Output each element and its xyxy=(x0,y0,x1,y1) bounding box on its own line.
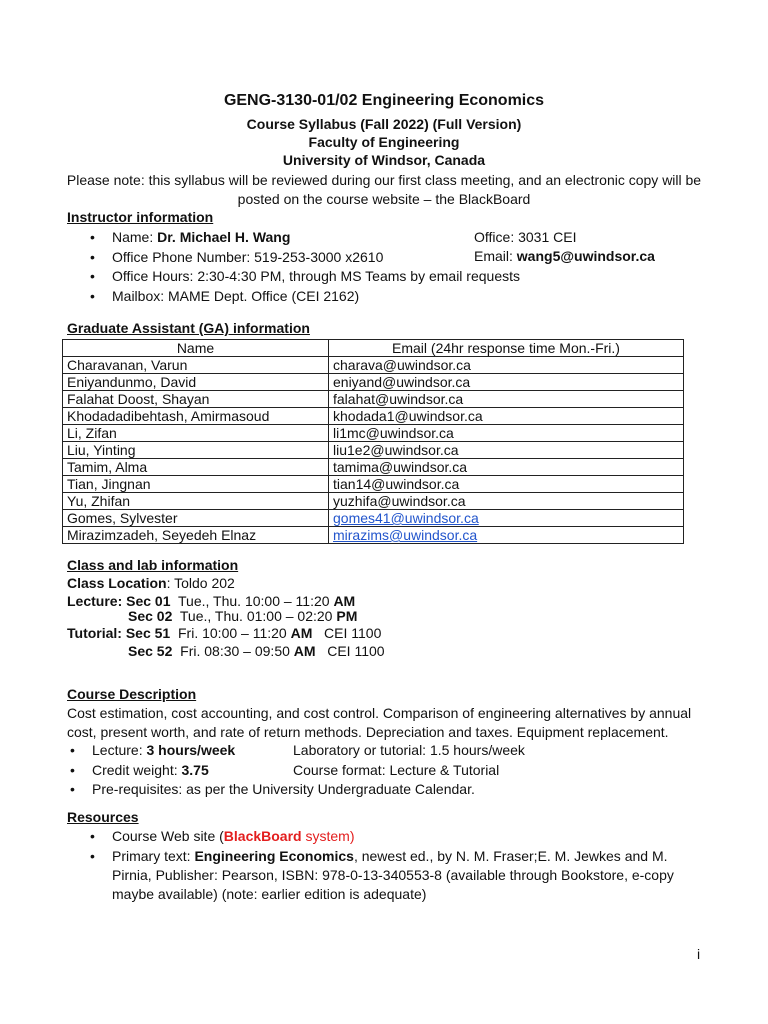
lecture-hours-item: • Lecture: 3 hours/week xyxy=(70,741,475,761)
instructor-hours-item: • Office Hours: 2:30-4:30 PM, through MS Teams by email requests xyxy=(90,267,520,287)
syllabus-note: Please note: this syllabus will be reviewed during our first class meeting, and an electronic copy will be posted on the course website – the BlackBoard xyxy=(66,172,702,207)
subtitle-university: University of Windsor, Canada xyxy=(282,152,486,168)
instructor-list xyxy=(90,228,520,306)
document-title: GENG-3130-01/02 Engineering Economics xyxy=(223,92,545,109)
ga-email-cell: charava@uwindsor.ca xyxy=(329,357,684,374)
ga-email-cell[interactable]: gomes41@uwindsor.ca xyxy=(329,510,684,527)
ga-name-cell: Tian, Jingnan xyxy=(63,476,329,493)
ga-name-cell: Li, Zifan xyxy=(63,425,329,442)
table-row xyxy=(63,391,684,408)
instructor-mailbox-item: • Mailbox: MAME Dept. Office (CEI 2162) xyxy=(90,287,520,307)
ga-col-email: Email (24hr response time Mon.-Fri.) xyxy=(329,340,684,357)
instructor-heading: Instructor information xyxy=(67,209,214,225)
instructor-name-item: • Name: Dr. Michael H. Wang xyxy=(90,228,520,248)
ga-email-cell: falahat@uwindsor.ca xyxy=(329,391,684,408)
ga-email-cell: liu1e2@uwindsor.ca xyxy=(329,442,684,459)
table-row xyxy=(63,442,684,459)
instructor-email[interactable]: wang5@uwindsor.ca xyxy=(516,248,655,264)
resources-list xyxy=(90,827,674,904)
instructor-office: Office: 3031 CEI xyxy=(474,229,577,245)
ga-email-cell: khodada1@uwindsor.ca xyxy=(329,408,684,425)
ga-name-cell: Eniyandunmo, David xyxy=(63,374,329,391)
ga-email-cell: tamima@uwindsor.ca xyxy=(329,459,684,476)
table-row xyxy=(63,425,684,442)
table-row xyxy=(63,459,684,476)
tutorial-sec51: Tutorial: Sec 51 Fri. 10:00 – 11:20 AM CEI 1100 xyxy=(67,625,382,641)
ga-name-cell: Mirazimzadeh, Seyedeh Elnaz xyxy=(63,527,329,544)
page-number: i xyxy=(697,946,701,962)
prereq-item: • Pre-requisites: as per the University Undergraduate Calendar. xyxy=(70,780,475,800)
table-row xyxy=(63,476,684,493)
subtitle-syllabus: Course Syllabus (Fall 2022) (Full Version) xyxy=(246,116,522,132)
ga-name-cell: Yu, Zhifan xyxy=(63,493,329,510)
ga-name-cell: Falahat Doost, Shayan xyxy=(63,391,329,408)
ga-email-cell: tian14@uwindsor.ca xyxy=(329,476,684,493)
primary-text-item: • Primary text: Engineering Economics, newest ed., by N. M. Fraser;E. M. Jewkes and M. Pirnia, Publisher: Pearson, ISBN: 978-0-13-340553-8 (available through Bookstore, e-copy maybe available) (note: earlier edition is adequate) xyxy=(90,847,674,904)
class-location: Class Location: Toldo 202 xyxy=(67,575,235,591)
credit-weight-item: • Credit weight: 3.75 xyxy=(70,761,475,781)
lab-hours: Laboratory or tutorial: 1.5 hours/week xyxy=(293,742,525,758)
ga-table xyxy=(62,339,684,544)
ga-email-cell: eniyand@uwindsor.ca xyxy=(329,374,684,391)
ga-email-cell: yuzhifa@uwindsor.ca xyxy=(329,493,684,510)
ga-name-cell: Gomes, Sylvester xyxy=(63,510,329,527)
ga-name-cell: Liu, Yinting xyxy=(63,442,329,459)
ga-email-cell[interactable]: mirazims@uwindsor.ca xyxy=(329,527,684,544)
website-item: • Course Web site (BlackBoard system) xyxy=(90,827,674,847)
ga-name-cell: Khodadadibehtash, Amirmasoud xyxy=(63,408,329,425)
ga-name-cell: Tamim, Alma xyxy=(63,459,329,476)
table-row xyxy=(63,493,684,510)
lecture-sec01: Lecture: Sec 01 Tue., Thu. 10:00 – 11:20 AM xyxy=(67,593,356,609)
ga-heading: Graduate Assistant (GA) information xyxy=(67,320,310,336)
subtitle-block xyxy=(0,115,768,169)
ga-col-name: Name xyxy=(63,340,329,357)
description-heading: Course Description xyxy=(67,686,197,702)
description-text: Cost estimation, cost accounting, and cost control. Comparison of engineering alternatives by annual cost, present worth, and rate of return methods. Depreciation and taxes. Equipment replacement. xyxy=(67,705,692,740)
course-format: Course format: Lecture & Tutorial xyxy=(293,762,500,778)
instructor-name: Dr. Michael H. Wang xyxy=(157,229,291,245)
table-row xyxy=(63,408,684,425)
lecture-sec02: Sec 02 Tue., Thu. 01:00 – 02:20 PM xyxy=(128,608,358,624)
class-heading: Class and lab information xyxy=(67,557,239,573)
ga-email-cell: li1mc@uwindsor.ca xyxy=(329,425,684,442)
table-row xyxy=(63,510,684,527)
instructor-email-line: Email: wang5@uwindsor.ca xyxy=(474,248,655,264)
table-row xyxy=(63,357,684,374)
tutorial-sec52: Sec 52 Fri. 08:30 – 09:50 AM CEI 1100 xyxy=(128,643,385,659)
blackboard-link[interactable]: BlackBoard xyxy=(223,828,302,844)
ga-header-row xyxy=(63,340,684,357)
resources-heading: Resources xyxy=(67,809,139,825)
ga-name-cell: Charavanan, Varun xyxy=(63,357,329,374)
table-row xyxy=(63,374,684,391)
table-row xyxy=(63,527,684,544)
subtitle-faculty: Faculty of Engineering xyxy=(308,134,460,150)
instructor-phone-item: • Office Phone Number: 519-253-3000 x2610 xyxy=(90,248,520,268)
